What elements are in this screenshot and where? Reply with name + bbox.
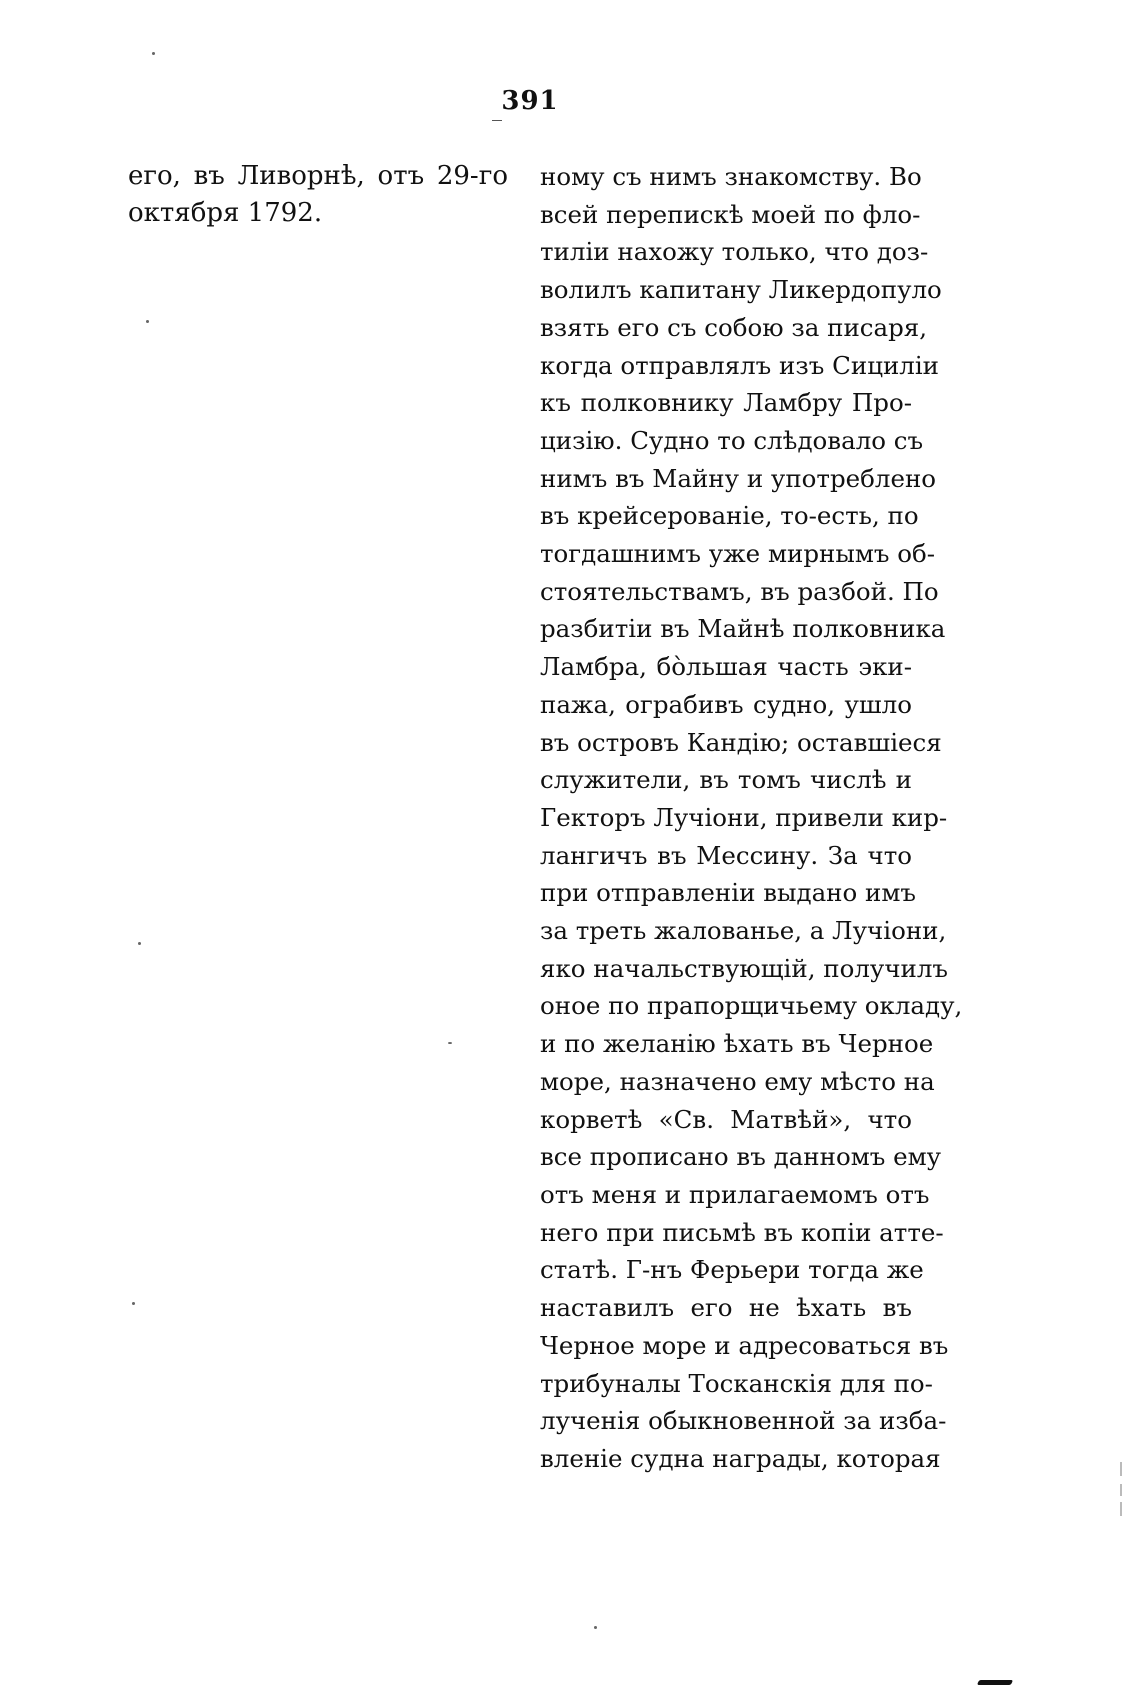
right-line: Черное море и адресоваться въ: [540, 1330, 949, 1360]
right-line: лученія обыкновенной за изба-: [540, 1406, 947, 1436]
right-line: нимъ въ Майну и употреблено: [540, 463, 937, 493]
right-column: [540, 158, 963, 1478]
scan-edge-mark: [1120, 1484, 1122, 1496]
right-line: наставилъ его не ѣхать въ: [540, 1293, 912, 1323]
right-line: всей перепискѣ моей по фло-: [540, 199, 921, 229]
right-line: лангичъ въ Мессину. За что: [540, 840, 912, 870]
scan-edge-mark: [1120, 1502, 1122, 1516]
scan-speck: [146, 320, 149, 323]
right-line: него при письмѣ въ копіи атте-: [540, 1217, 944, 1247]
scan-speck: [138, 942, 141, 945]
right-line: за треть жалованье, а Лучіони,: [540, 916, 947, 946]
right-line: цизію. Судно то слѣдовало съ: [540, 425, 924, 455]
left-line-1: его, въ Ливорнѣ, отъ 29-го: [128, 161, 508, 191]
right-line: отъ меня и прилагаемомъ отъ: [540, 1179, 930, 1209]
right-line: въ островъ Кандію; оставшіеся: [540, 727, 942, 757]
page-number-underline: [492, 120, 502, 121]
right-line: Гекторъ Лучіони, привели кир-: [540, 802, 948, 832]
right-line: яко начальствующій, получилъ: [540, 953, 949, 983]
right-line: когда отправлялъ изъ Сициліи: [540, 350, 940, 380]
right-line: трибуналы Тосканскія для по-: [540, 1368, 933, 1398]
right-line: и по желанію ѣхать въ Черное: [540, 1029, 934, 1059]
scan-edge-mark: [1120, 1462, 1122, 1476]
right-line: ному съ нимъ знакомству. Во: [540, 162, 922, 191]
right-line: разбитіи въ Майнѣ полковника: [540, 614, 946, 644]
right-line: море, назначено ему мѣсто на: [540, 1066, 935, 1096]
right-line: въ крейсерованіе, то-есть, по: [540, 501, 919, 531]
scan-speck: [594, 1626, 597, 1629]
right-line: къ полковнику Ламбру Про-: [540, 388, 912, 418]
right-line: стоятельствамъ, въ разбой. По: [540, 576, 939, 606]
right-line: взять его съ собою за писаря,: [540, 312, 928, 342]
left-column: [128, 158, 508, 232]
right-line: пажа, ограбивъ судно, ушло: [540, 689, 912, 719]
right-line: статѣ. Г-нъ Ферьери тогда же: [540, 1255, 924, 1285]
left-line-2: октября 1792.: [128, 198, 323, 228]
right-line: все прописано въ данномъ ему: [540, 1142, 942, 1172]
right-line: оное по прапорщичьему окладу,: [540, 991, 963, 1021]
right-line: вленіе судна награды, которая: [540, 1443, 941, 1473]
right-line: тиліи нахожу только, что доз-: [540, 237, 929, 267]
right-line: тогдашнимъ уже мирнымъ об-: [540, 539, 936, 569]
scan-speck: [132, 1302, 135, 1305]
right-line: волилъ капитану Ликердопуло: [540, 275, 942, 305]
right-line: при отправленіи выдано имъ: [540, 878, 917, 908]
right-line: Ламбра, бо̀льшая часть эки-: [540, 652, 912, 682]
right-line: корветѣ «Св. Матвѣй», что: [540, 1104, 912, 1134]
scan-speck: [152, 52, 155, 55]
corner-arrow-mark: [977, 1680, 1013, 1685]
scan-speck: [448, 1042, 452, 1044]
page-number: 391: [501, 86, 559, 116]
right-line: служители, въ томъ числѣ и: [540, 765, 912, 795]
